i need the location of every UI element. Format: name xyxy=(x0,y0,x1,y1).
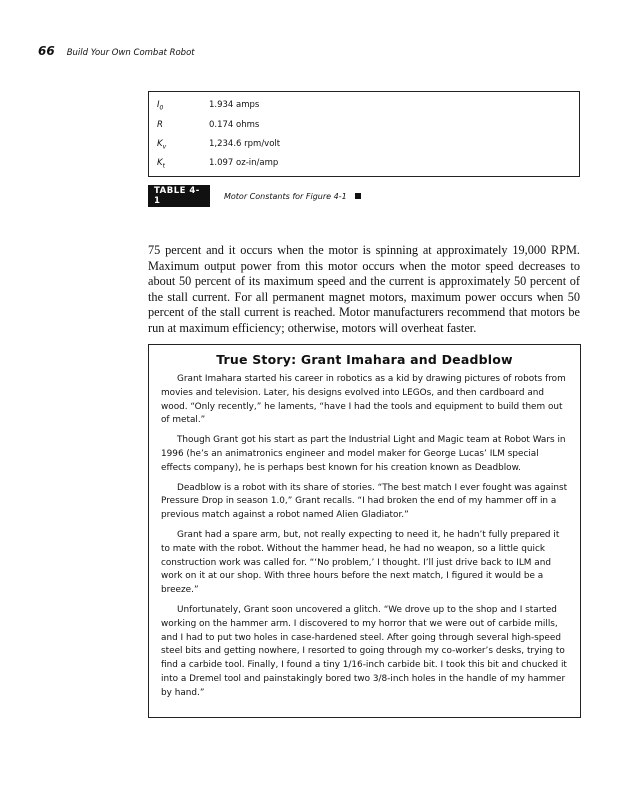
sidebar-paragraph: Deadblow is a robot with its share of stories. “The best match I ever fought was against Pressure Drop in season 1.0,” Grant recalls. “I had broken the end of my hammer off in a previous match against a robot named Alien Gladiator.” xyxy=(161,482,568,521)
sidebar-paragraph: Unfortunately, Grant soon uncovered a glitch. “We drove up to the shop and I started working on the hammer arm. I discovered to my horror that we were out of carbide mills, and I had to put two holes in case-hardened steel. After going through several high-speed steel bits and getting nowhere, I resorted to going through my co-worker’s desks, trying to find a carbide tool. Finally, I found a tiny 1/16-inch carbide bit. I took this bit and chucked it into a Dremel tool and painstakingly bored two 3/8-inch holes in the handle of my hammer by hand.” xyxy=(161,604,567,698)
constant-value: 1.097 oz-in/amp xyxy=(209,158,279,168)
constant-value: 1.934 amps xyxy=(209,100,260,110)
sidebar-paragraph: Grant Imahara started his career in robotics as a kid by drawing pictures of robots from movies and television. Later, his designs evolved into LEGOs, and then cardboard and wood. “Only recently,” he laments, “have I had the tools and equipment to build them out of metal.” xyxy=(161,374,566,426)
constant-symbol: $I_0$ xyxy=(157,100,164,112)
true-story-sidebar xyxy=(148,344,581,718)
book-title: Build Your Own Combat Robot xyxy=(66,48,195,58)
table-row xyxy=(157,120,259,132)
table-row xyxy=(157,100,259,112)
table-row xyxy=(157,139,280,151)
running-header xyxy=(38,44,195,58)
constant-symbol: R xyxy=(157,120,163,130)
constant-value: 1,234.6 rpm/volt xyxy=(209,139,281,149)
sidebar-paragraph: Though Grant got his start as part the Industrial Light and Magic team at Robot Wars in 1996 (he’s an animatronics engineer and model maker for George Lucas’ ILM special effects company), he is perhaps best known for his creation known as Deadblow. xyxy=(161,435,566,473)
sidebar-title: True Story: Grant Imahara and Deadblow xyxy=(216,352,513,367)
constant-symbol: $K_t$ xyxy=(157,158,165,170)
table-row xyxy=(157,158,278,170)
constant-symbol: $K_v$ xyxy=(157,139,167,151)
body-paragraph: 75 percent and it occurs when the motor is spinning at approximately 19,000 RPM. Maximum output power from this motor occurs when the motor speed decreases to about 50 percent of its maximum speed and the current is approximately 50 percent of the stall current. For all permanent magnet motors, maximum power occurs when 50 percent of the stall current is reached. Motor manufacturers recommend that motors be run at maximum efficiency; otherwise, motors will overheat faster. xyxy=(148,243,580,335)
page-number: 66 xyxy=(38,44,55,58)
constant-value: 0.174 ohms xyxy=(209,120,260,130)
motor-constants-table xyxy=(148,91,580,177)
end-square-icon xyxy=(355,193,361,199)
sidebar-paragraph: Grant had a spare arm, but, not really expecting to need it, he hadn’t fully prepared it to mate with the robot. Without the hammer head, he had no weapon, so a little quick construction work was called for. “‘No problem,’ I thought. I’ll just drive back to ILM and work on it at our shop. With three hours before the next match, I figured it would be a breeze.” xyxy=(161,529,560,596)
caption-text: Motor Constants for Figure 4-1 xyxy=(224,191,347,201)
table-label: TABLE 4-1 xyxy=(148,185,210,207)
table-caption xyxy=(148,185,361,207)
